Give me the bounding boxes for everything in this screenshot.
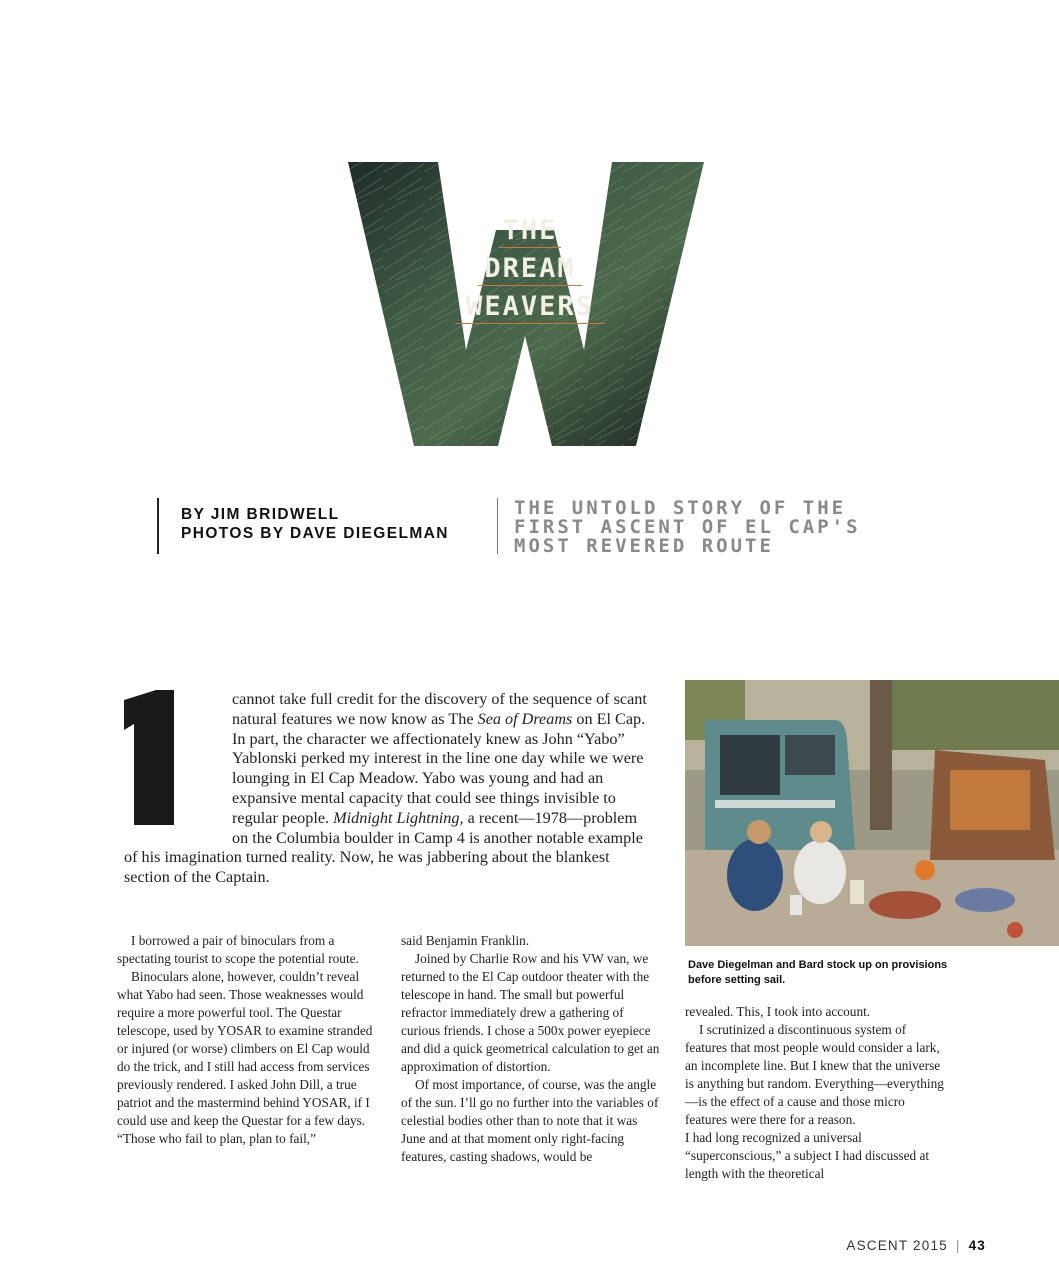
body-column-3: [685, 1003, 947, 1183]
body-paragraph: I had long recognized a universal “superconscious,” a subject I had discussed at length with the theoretical: [685, 1130, 930, 1181]
body-paragraph: Of most importance, of course, was the angle of the sun. I’ll go no further into the variables of celestial bodies other than to note that it was June and at that moment only right-facing features, casting shadows, would be: [401, 1077, 659, 1164]
body-paragraph: Joined by Charlie Row and his VW van, we returned to the El Cap outdoor theater with the telescope in hand. The small but powerful refractor immediately drew a gathering of curious friends. I chose a 500x power eyepiece and did a quick geometrical calculation to get an approximation of distortion.: [401, 951, 660, 1074]
subtitle-divider: [497, 498, 498, 554]
body-paragraph: revealed. This, I took into account.: [685, 1004, 871, 1019]
photo-caption: Dave Diegelman and Bard stock up on provisions before setting sail.: [688, 959, 948, 986]
title-line: DREAM: [448, 250, 612, 288]
page-folio: [846, 1238, 986, 1253]
body-paragraph: said Benjamin Franklin.: [401, 933, 530, 948]
subtitle-line: THE UNTOLD STORY OF THE: [514, 497, 847, 519]
campsite-photo: [685, 680, 1059, 946]
author-credit: BY JIM BRIDWELL: [181, 506, 340, 523]
article-subtitle: [514, 499, 894, 556]
body-paragraph: I borrowed a pair of binoculars from a spectating tourist to scope the potential route.: [117, 933, 359, 966]
page-number: 43: [968, 1238, 986, 1253]
lead-italic: Sea of Dreams: [477, 709, 573, 728]
body-paragraph: Binoculars alone, however, couldn’t reveal what Yabo had seen. Those weaknesses would require a more powerful tool. The Questar telescope, used by YOSAR to examine stranded or injured (or worse) climbers on El Cap would do the trick, and I still had access from services previously rendered. I asked John Dill, a true patriot and the mastermind behind YOSAR, if I could use and keep the Questar for a few days. “Those who fail to plan, plan to fail,”: [117, 969, 373, 1146]
lead-paragraph: [124, 690, 656, 888]
lead-text: cannot take full credit for the discovery of the sequence of scant natural features we now know as The: [232, 690, 647, 728]
lead-text: a recent—1978—problem on the Columbia boulder in Camp 4 is another notable example of his imagination turned reality. Now, he was jabbering about the blankest section of the Captain.: [124, 808, 643, 887]
body-column-1: [117, 932, 379, 1148]
lead-italic: Midnight Lightning,: [333, 808, 464, 827]
byline-divider: [157, 498, 159, 554]
title-line: THE: [448, 212, 612, 250]
article-title: [448, 212, 612, 326]
subtitle-line: MOST REVERED ROUTE: [514, 535, 774, 557]
lead-text: on El Cap. In part, the character we affectionately knew as John “Yabo” Yablonski perked my interest in the line one day while we were lounging in El Cap Meadow. Yabo was young and had an expansive mental capacity that could see things invisible to regular people.: [232, 709, 646, 827]
folio-separator: |: [955, 1238, 961, 1253]
title-line: WEAVERS: [448, 288, 612, 326]
subtitle-line: FIRST ASCENT OF EL CAP'S: [514, 516, 861, 538]
magazine-name: ASCENT 2015: [846, 1238, 948, 1253]
photo-credit: PHOTOS BY DAVE DIEGELMAN: [181, 525, 449, 542]
body-column-2: [401, 932, 663, 1166]
byline: [181, 505, 449, 543]
body-paragraph: I scrutinized a discontinuous system of features that most people would consider a lark, an incomplete line. But I knew that the universe is anything but random. Everything—everything—is the effect of a cause and those micro features were there for a reason.: [685, 1022, 944, 1127]
